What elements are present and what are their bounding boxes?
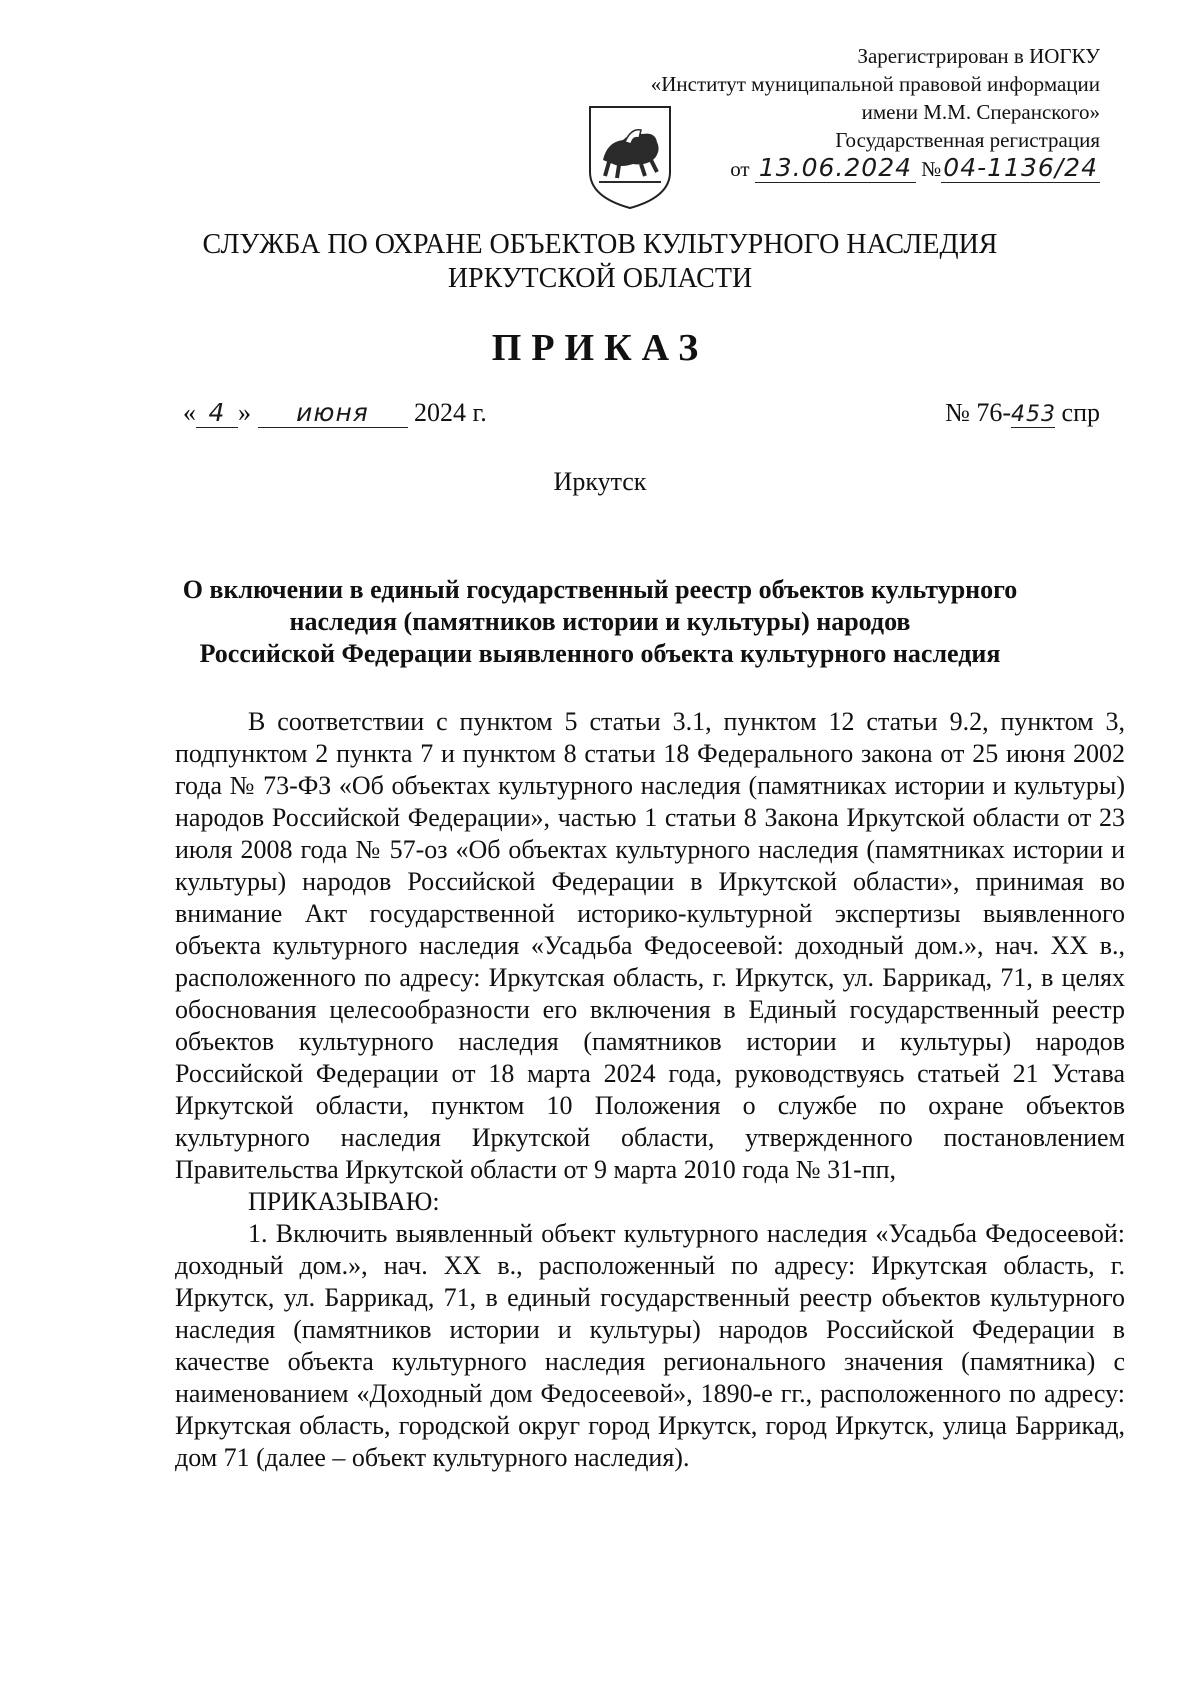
registration-line-4: Государственная регистрация bbox=[835, 128, 1100, 152]
agency-name-line-2: ИРКУТСКОЙ ОБЛАСТИ bbox=[447, 263, 753, 294]
body-paragraph-1: В соответствии с пунктом 5 статьи 3.1, пунктом 12 статьи 9.2, пунктом 3, подпунктом 2 пункта 7 и пунктом 8 статьи 18 Федерального закона от 25 июня 2002 года № 73-ФЗ «Об объектах культурного наследия (памятниках истории и культуры) народов Российской Федерации», частью 1 статьи 8 Закона Иркутской области от 23 июля 2008 года № 57-оз «Об объектах культурного наследия (памятниках истории и культуры) народов Российской Федерации в Иркутской области», принимая во внимание Акт государственной историко-культурной экспертизы выявленного объекта культурного наследия «Усадьба Федосеевой: доходный дом.», нач. XX в., расположенного по адресу: Иркутская область, г. Иркутск, ул. Баррикад, 71, в целях обоснования целесообразности его включения в Единый государственный реестр объектов культурного наследия (памятников истории и культуры) народов Российской Федерации от 18 марта 2024 года, руководствуясь статьей 21 Устава Иркутской области, пунктом 10 Положения о службе по охране объектов культурного наследия Иркутской области, утвержденного постановлением Правительства Иркутской области от 9 марта 2010 года № 31-пп, bbox=[175, 707, 1125, 1184]
number-suffix: спр bbox=[1061, 398, 1100, 427]
registration-line-2: «Институт муниципальной правовой информации bbox=[650, 72, 1100, 96]
date-day: 4 bbox=[196, 398, 238, 428]
registration-from-label: от bbox=[730, 157, 750, 181]
registration-date: 13.06.2024 bbox=[755, 154, 916, 183]
date-open-quote: « bbox=[183, 398, 196, 427]
order-date bbox=[183, 398, 487, 428]
agency-name bbox=[0, 228, 1200, 296]
order-title: ПРИКАЗ bbox=[491, 327, 709, 369]
order-number bbox=[945, 398, 1100, 428]
date-close-quote: » bbox=[238, 398, 251, 427]
document-title bbox=[170, 574, 1030, 670]
order-word: ПРИКАЗЫВАЮ: bbox=[248, 1187, 440, 1216]
number-handwritten: 453 bbox=[1011, 402, 1057, 427]
registration-number: 04-1136/24 bbox=[943, 153, 1098, 182]
registration-no-label: № bbox=[921, 157, 942, 181]
registration-line-1: Зарегистрирован в ИОГКУ bbox=[857, 44, 1100, 68]
document-title-line-2: наследия (памятников истории и культуры) народов bbox=[289, 607, 911, 636]
date-year: 2024 г. bbox=[414, 398, 487, 427]
document-title-line-1: О включении в единый государственный реестр объектов культурного bbox=[182, 575, 1018, 604]
date-month: июня bbox=[258, 398, 408, 428]
body-paragraph-2: 1. Включить выявленный объект культурного наследия «Усадьба Федосеевой: доходный дом.», нач. XX в., расположенный по адресу: Иркутская область, г. Иркутск, ул. Баррикад, 71, в единый государственный реестр объектов культурного наследия (памятников истории и культуры) народов Российской Федерации в качестве объекта культурного наследия регионального значения (памятника) с наименованием «Доходный дом Федосеевой», 1890-е гг., расположенного по адресу: Иркутская область, городской округ город Иркутск, город Иркутск, улица Баррикад, дом 71 (далее – объект культурного наследия). bbox=[175, 1219, 1125, 1472]
number-prefix: № 76- bbox=[945, 398, 1012, 427]
city: Иркутск bbox=[553, 467, 647, 496]
agency-name-line-1: СЛУЖБА ПО ОХРАНЕ ОБЪЕКТОВ КУЛЬТУРНОГО НАСЛЕДИЯ bbox=[202, 229, 998, 260]
document-body bbox=[175, 706, 1125, 1474]
registration-line-3: имени М.М. Сперанского» bbox=[861, 100, 1100, 124]
irkutsk-coat-of-arms-icon bbox=[585, 102, 675, 212]
document-title-line-3: Российской Федерации выявленного объекта культурного наследия bbox=[199, 639, 1001, 668]
